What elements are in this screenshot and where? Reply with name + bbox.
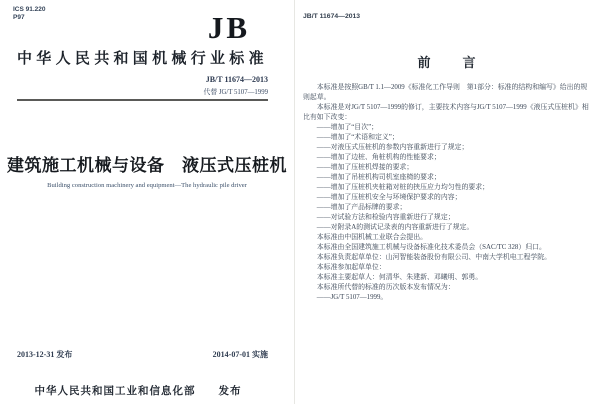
- foreword-paragraph: ——增加了吊桩机构司机室座椅的要求；: [316, 174, 441, 181]
- foreword-paragraph: ——对液压式压桩机的参数内容重新进行了规定；: [316, 144, 469, 151]
- replaces-note: 代替 JG/T 5107—1999: [203, 89, 268, 96]
- page-header-standard-number: JB/T 11674—2013: [303, 13, 361, 20]
- ics-code: ICS 91.220: [13, 6, 46, 13]
- foreword-paragraph: ——增加了“目次”；: [316, 124, 379, 131]
- standard-number: JB/T 11674—2013: [205, 75, 268, 84]
- cover-page: [0, 0, 294, 404]
- foreword-paragraph: ——增加了边桩、角桩机构的性能要求；: [316, 154, 441, 161]
- foreword-body: [303, 83, 591, 303]
- foreword-paragraph: 本标准是按照GB/T 1.1—2009《标准化工作导则 第1部分：标准的结构和编写》给出的规则起草。: [303, 84, 588, 101]
- foreword-paragraph: ——增加了压桩机夹桩箱对桩的挟压应力均匀性的要求；: [316, 184, 490, 191]
- date-row: [17, 349, 268, 360]
- standard-title-cn: 建筑施工机械与设备 液压式压桩机: [7, 156, 287, 175]
- foreword-paragraph: 本标准参加起草单位：: [316, 264, 386, 271]
- foreword-paragraph: 本标准主要起草人：何清华、朱建新、邓曦明、郭勇。: [316, 274, 483, 281]
- foreword-paragraph: 本标准是对JG/T 5107—1999的修订，主要技术内容与JG/T 5107—1999《液压式压桩机》相比有如下改变：: [303, 104, 589, 121]
- foreword-paragraph: ——JG/T 5107—1999。: [316, 294, 388, 301]
- foreword-paragraph: 本标准由中国机械工业联合会提出。: [316, 234, 428, 241]
- foreword-paragraph: ——增加了压桩机安全与环境保护要求的内容；: [316, 194, 462, 201]
- implement-date: 2014-07-01 实施: [212, 350, 268, 359]
- foreword-paragraph: 本标准所代替的标准的历次版本发布情况为：: [316, 284, 455, 291]
- foreword-paragraph: 本标准由全国建筑施工机械与设备标准化技术委员会（SAC/TC 328）归口。: [316, 244, 546, 251]
- standard-type-title: 中华人民共和国机械行业标准: [17, 51, 268, 67]
- issue-date: 2013-12-31 发布: [17, 350, 73, 359]
- foreword-paragraph: ——对附录A的测试记录表的内容重新进行了规定。: [316, 224, 474, 231]
- foreword-paragraph: ——对试验方法和检验内容重新进行了规定；: [316, 214, 455, 221]
- foreword-paragraph: ——增加了“术语和定义”；: [316, 134, 399, 141]
- foreword-title: 前 言: [417, 55, 478, 70]
- standard-title-en: Building construction machinery and equipment—The hydraulic pile driver: [47, 182, 247, 189]
- cover-divider-rule: [17, 99, 268, 101]
- foreword-paragraph: ——增加了压桩机焊接的要求；: [316, 164, 414, 171]
- jb-logo: JB: [207, 10, 250, 45]
- doc-class-code: P97: [13, 14, 25, 21]
- foreword-page: [295, 0, 600, 404]
- ics-code-block: [13, 6, 46, 22]
- publisher-line: 中华人民共和国工业和信息化部 发布: [34, 386, 242, 397]
- foreword-paragraph: 本标准负责起草单位：山河智能装备股份有限公司、中南大学机电工程学院。: [316, 254, 552, 261]
- foreword-paragraph: ——增加了产品标牌的要求；: [316, 204, 407, 211]
